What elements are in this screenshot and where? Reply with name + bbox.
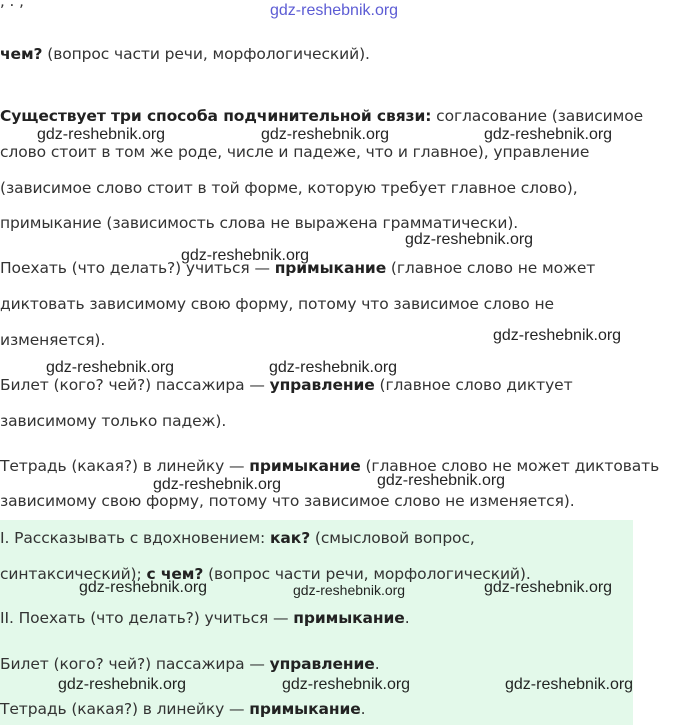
text-segment: .	[360, 700, 366, 718]
text-segment: (главное слово не может диктовать	[360, 457, 660, 475]
watermark-text: gdz-reshebnik.org	[181, 247, 310, 264]
text-segment: .	[374, 655, 380, 673]
watermark-text: gdz-reshebnik.org	[153, 476, 282, 493]
text-segment: (главное слово диктует	[374, 376, 573, 394]
text-segment: .	[404, 609, 410, 627]
text-segment: изменяется).	[0, 331, 106, 349]
cut-off-top-text: , . ,	[0, 0, 24, 10]
text-segment: (смысловой вопрос,	[310, 529, 475, 547]
answer-line	[0, 529, 475, 547]
body-line	[0, 295, 554, 313]
bold-text: примыкание	[293, 609, 405, 627]
watermark-text: gdz-reshebnik.org	[261, 126, 390, 143]
body-line	[0, 492, 575, 510]
bold-text: примыкание	[274, 259, 387, 277]
text-segment: примыкание (зависимость слова не выражена грамматически).	[0, 214, 519, 232]
watermark-text: gdz-reshebnik.org	[377, 472, 506, 489]
body-line	[0, 331, 105, 349]
text-segment: диктовать зависимому свою форму, потому что зависимое слово не	[0, 295, 554, 313]
bold-text: Существует три способа подчинительной связи:	[0, 107, 432, 125]
body-line	[0, 107, 643, 125]
text-segment: Тетрадь (какая?) в линейку —	[0, 457, 250, 475]
watermark-text: gdz-reshebnik.org	[484, 579, 613, 596]
bold-text: как?	[270, 529, 311, 547]
body-line	[0, 457, 659, 475]
text-segment: Поехать (что делать?) учиться —	[0, 259, 275, 277]
text-segment: слово стоит в том же роде, числе и падеже, что и главное), управление	[0, 143, 590, 161]
watermark-text: gdz-reshebnik.org	[405, 231, 534, 248]
text-segment: Билет (кого? чей?) пассажира —	[0, 655, 270, 673]
answer-line	[0, 700, 365, 718]
watermark-text: gdz-reshebnik.org	[37, 126, 166, 143]
text-segment: Билет (кого? чей?) пассажира —	[0, 376, 270, 394]
body-line	[0, 412, 226, 430]
watermark-text: gdz-reshebnik.org	[269, 359, 398, 376]
body-line	[0, 179, 578, 197]
bold-text: с чем?	[146, 565, 204, 583]
text-segment: I. Рассказывать с вдохновением:	[0, 529, 271, 547]
body-line	[0, 45, 370, 63]
watermark-text: gdz-reshebnik.org	[484, 126, 613, 143]
text-segment: согласование (зависимое	[431, 107, 644, 125]
watermark-text: gdz-reshebnik.org	[493, 327, 622, 344]
text-segment: (вопрос части речи, морфологический).	[203, 565, 531, 583]
text-segment: синтаксический);	[0, 565, 147, 583]
watermark-text: gdz-reshebnik.org	[505, 676, 634, 693]
watermark-text: gdz-reshebnik.org	[282, 676, 411, 693]
text-segment: (зависимое слово стоит в той форме, которую требует главное слово),	[0, 179, 578, 197]
watermark-text: gdz-reshebnik.org	[58, 676, 187, 693]
bold-text: примыкание	[249, 700, 361, 718]
text-segment: зависимому свою форму, потому что зависимое слово не изменяется).	[0, 492, 575, 510]
text-segment: зависимому только падеж).	[0, 412, 227, 430]
watermark-text: gdz-reshebnik.org	[270, 2, 399, 19]
body-line	[0, 143, 589, 161]
bold-text: чем?	[0, 45, 43, 63]
text-segment: (вопрос части речи, морфологический).	[42, 45, 370, 63]
body-line	[0, 214, 518, 232]
text-segment: II. Поехать (что делать?) учиться —	[0, 609, 294, 627]
text-segment: Тетрадь (какая?) в линейку —	[0, 700, 250, 718]
watermark-text: gdz-reshebnik.org	[293, 582, 406, 598]
text-segment: (главное слово не может	[386, 259, 596, 277]
body-line	[0, 376, 573, 394]
watermark-text: gdz-reshebnik.org	[46, 359, 175, 376]
bold-text: примыкание	[249, 457, 361, 475]
watermark-text: gdz-reshebnik.org	[79, 579, 208, 596]
answer-line	[0, 655, 380, 673]
bold-text: управление	[269, 376, 375, 394]
bold-text: управление	[269, 655, 375, 673]
answer-line	[0, 609, 410, 627]
